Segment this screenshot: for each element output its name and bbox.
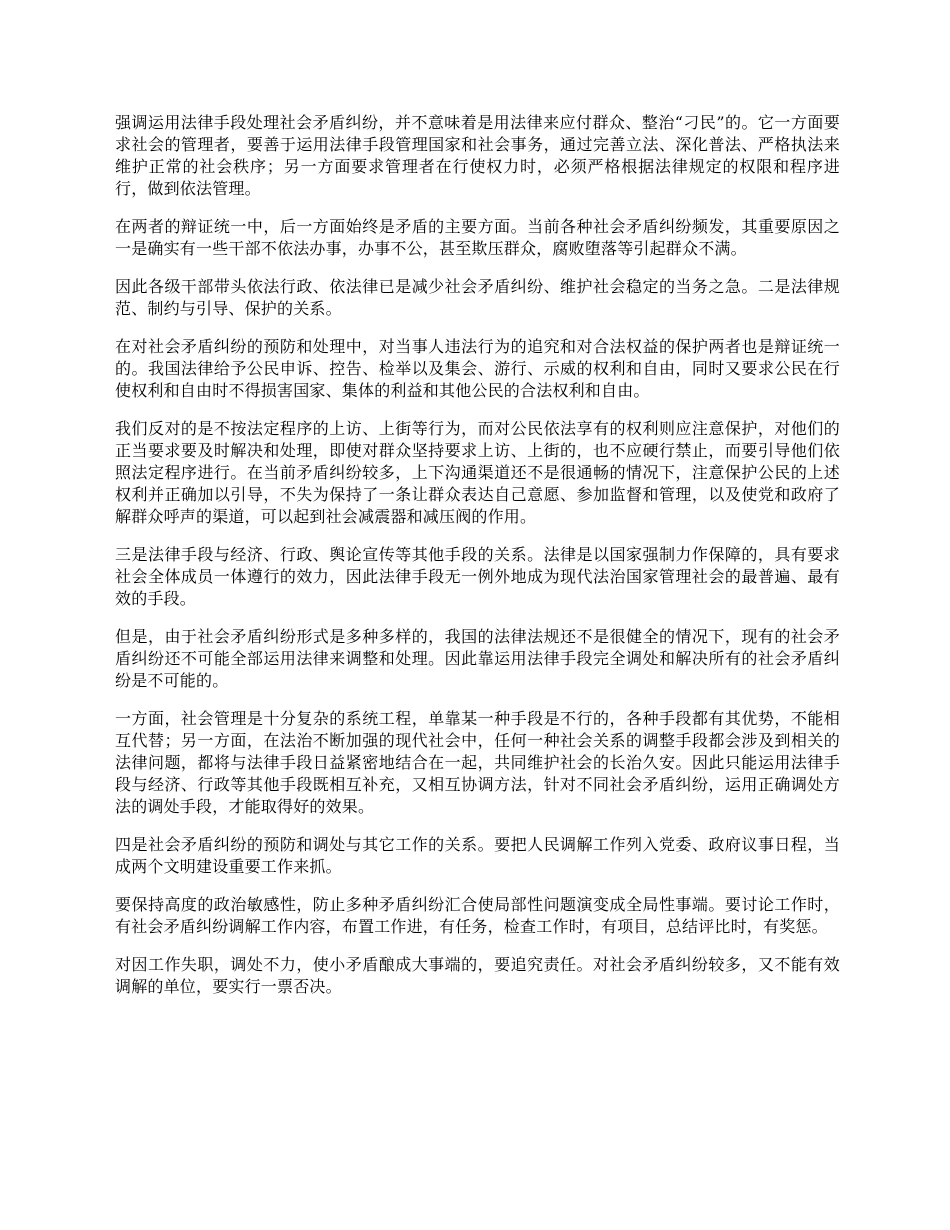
paragraph: 强调运用法律手段处理社会矛盾纠纷，并不意味着是用法律来应付群众、整治“刁民”的。它一方面要求社会的管理者，要善于运用法律手段管理国家和社会事务，通过完善立法、深化普法、严格执法来维护正常的社会秩序；另一方面要求管理者在行使权力时，必须严格根据法律规定的权限和程序进行，做到依法管理。	[115, 113, 840, 198]
paragraph: 因此各级干部带头依法行政、依法律已是减少社会矛盾纠纷、维护社会稳定的当务之急。二是法律规范、制约与引导、保护的关系。	[115, 277, 840, 318]
paragraph: 但是，由于社会矛盾纠纷形式是多种多样的，我国的法律法规还不是很健全的情况下，现有的社会矛盾纠纷还不可能全部运用法律来调整和处理。因此靠运用法律手段完全调处和解决所有的社会矛盾纠纷是不可能的。	[115, 627, 840, 690]
document-body	[115, 112, 840, 1014]
paragraph: 四是社会矛盾纠纷的预防和调处与其它工作的关系。要把人民调解工作列入党委、政府议事日程，当成两个文明建设重要工作来抓。	[115, 835, 840, 876]
paragraph: 在对社会矛盾纠纷的预防和处理中，对当事人违法行为的追究和对合法权益的保护两者也是辩证统一的。我国法律给予公民申诉、控告、检举以及集会、游行、示威的权利和自由，同时又要求公民在行使权利和自由时不得损害国家、集体的利益和其他公民的合法权利和自由。	[115, 337, 840, 400]
paragraph: 要保持高度的政治敏感性，防止多种矛盾纠纷汇合使局部性问题演变成全局性事端。要讨论工作时，有社会矛盾纠纷调解工作内容，布置工作进，有任务，检查工作时，有项目，总结评比时，有奖惩。	[115, 895, 840, 936]
paragraph: 在两者的辩证统一中，后一方面始终是矛盾的主要方面。当前各种社会矛盾纠纷频发，其重要原因之一是确实有一些干部不依法办事，办事不公，甚至欺压群众，腐败堕落等引起群众不满。	[115, 217, 840, 258]
paragraph: 我们反对的是不按法定程序的上访、上街等行为，而对公民依法享有的权利则应注意保护，对他们的正当要求要及时解决和处理，即使对群众坚持要求上访、上街的，也不应硬行禁止，而要引导他们依照法定程序进行。在当前矛盾纠纷较多，上下沟通渠道还不是很通畅的情况下，注意保护公民的上述权利并正确加以引导，不失为保持了一条让群众表达自己意愿、参加监督和管理，以及使党和政府了解群众呼声的渠道，可以起到社会减震器和减压阀的作用。	[115, 419, 840, 526]
paragraph: 三是法律手段与经济、行政、舆论宣传等其他手段的关系。法律是以国家强制力作保障的，具有要求社会全体成员一体遵行的效力，因此法律手段无一例外地成为现代法治国家管理社会的最普遍、最有效的手段。	[115, 545, 840, 608]
paragraph: 一方面，社会管理是十分复杂的系统工程，单靠某一种手段是不行的，各种手段都有其优势，不能相互代替；另一方面，在法治不断加强的现代社会中，任何一种社会关系的调整手段都会涉及到相关的法律问题，都将与法律手段日益紧密地结合在一起，共同维护社会的长治久安。因此只能运用法律手段与经济、行政等其他手段既相互补充，又相互协调方法，针对不同社会矛盾纠纷，运用正确调处方法的调处手段，才能取得好的效果。	[115, 709, 840, 816]
paragraph: 对因工作失职，调处不力，使小矛盾酿成大事端的，要追究责任。对社会矛盾纠纷较多，又不能有效调解的单位，要实行一票否决。	[115, 955, 840, 996]
